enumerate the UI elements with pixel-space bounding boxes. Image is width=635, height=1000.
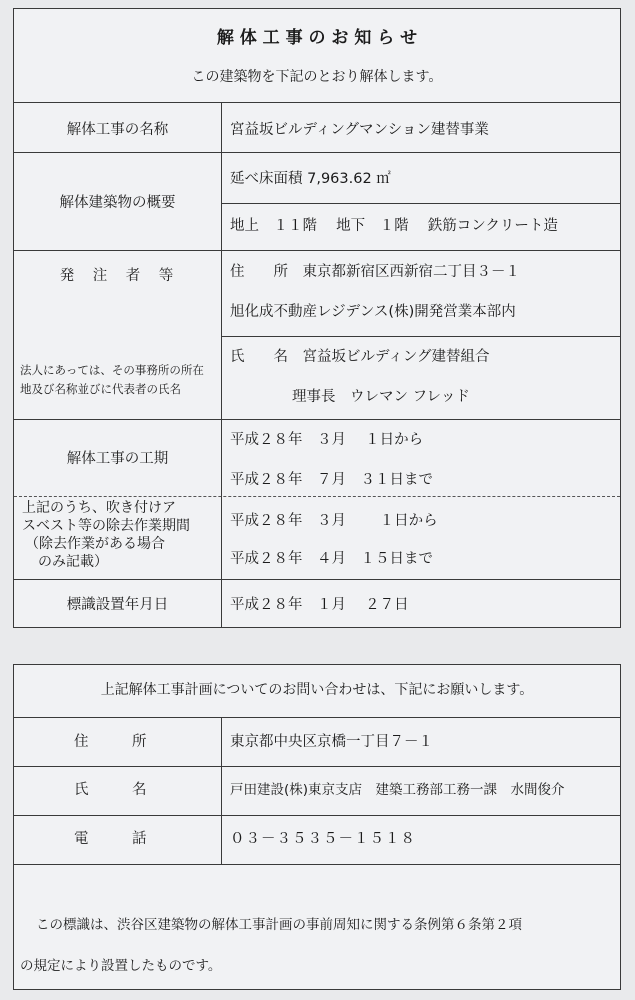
asbestos-label-line2: スベスト等の除去作業期間 — [22, 518, 190, 534]
asbestos-end: 平成２８年 ４月 １５日まで — [230, 551, 433, 567]
orderer-representative: 理事長 ウレマン フレッド — [292, 389, 470, 405]
divider — [14, 815, 620, 816]
divider — [14, 419, 620, 420]
contact-panel — [13, 664, 621, 990]
sign-installed-value: 平成２８年 １月 ２７日 — [230, 597, 409, 613]
divider — [14, 766, 620, 767]
construction-name-value: 宮益坂ビルディングマンション建替事業 — [230, 122, 489, 138]
construction-period-label: 解体工事の工期 — [66, 451, 169, 467]
divider — [221, 336, 620, 337]
orderer-note-line1: 法人にあっては、その事務所の所在 — [20, 363, 204, 377]
sign-installed-label: 標識設置年月日 — [66, 597, 169, 613]
contact-name-value: 戸田建設(株)東京支店 建築工務部工務一課 水間俊介 — [230, 782, 565, 798]
orderer-address: 住 所 東京都新宿区西新宿二丁目３－１ — [230, 264, 520, 280]
demolition-notice-panel — [13, 8, 621, 628]
period-start: 平成２８年 ３月 １日から — [230, 432, 424, 448]
contact-address-label: 住 所 — [74, 734, 147, 750]
asbestos-label-line3: （除去作業がある場合 — [25, 536, 165, 552]
orderer-note-line2: 地及び名称並びに代表者の氏名 — [20, 382, 181, 396]
asbestos-label-line4: のみ記載） — [38, 554, 108, 570]
orderer-address-line2: 旭化成不動産レジデンス(株)開発営業本部内 — [230, 304, 516, 320]
floors-structure-value: 地上 １１階 地下 １階 鉄筋コンクリート造 — [230, 218, 558, 234]
construction-name-label: 解体工事の名称 — [66, 122, 169, 138]
divider — [221, 203, 620, 204]
dashed-divider — [14, 496, 620, 497]
divider — [14, 717, 620, 718]
column-divider — [221, 717, 222, 865]
divider — [14, 864, 620, 865]
orderer-label: 発 注 者 等 — [59, 268, 176, 284]
notice-title: 解 体 工 事 の お 知 ら せ — [216, 28, 418, 48]
contact-name-label: 氏 名 — [74, 782, 147, 798]
footer-text-line1: この標識は、渋谷区建築物の解体工事計画の事前周知に関する条例第６条第２項 — [36, 917, 522, 933]
contact-address-value: 東京都中央区京橋一丁目７－１ — [230, 734, 433, 750]
contact-phone-label: 電 話 — [74, 831, 147, 847]
divider — [14, 152, 620, 153]
orderer-name: 氏 名 宮益坂ビルディング建替組合 — [230, 349, 490, 365]
building-overview-label: 解体建築物の概要 — [59, 195, 176, 211]
asbestos-start: 平成２８年 ３月 １日から — [230, 513, 438, 529]
divider — [14, 579, 620, 580]
asbestos-label-line1: 上記のうち、吹き付けア — [22, 500, 176, 516]
floor-area-value: 延べ床面積 7,963.62 ㎡ — [230, 171, 391, 187]
contact-phone-value: ０３－３５３５－１５１８ — [230, 831, 416, 847]
period-end: 平成２８年 ７月 ３１日まで — [230, 472, 433, 488]
divider — [14, 250, 620, 251]
column-divider — [221, 102, 222, 627]
contact-heading: 上記解体工事計画についてのお問い合わせは、下記にお願いします。 — [100, 682, 534, 698]
footer-text-line2: の規定により設置したものです。 — [20, 958, 222, 974]
notice-subtitle: この建築物を下記のとおり解体します。 — [191, 69, 443, 85]
divider — [14, 102, 620, 103]
